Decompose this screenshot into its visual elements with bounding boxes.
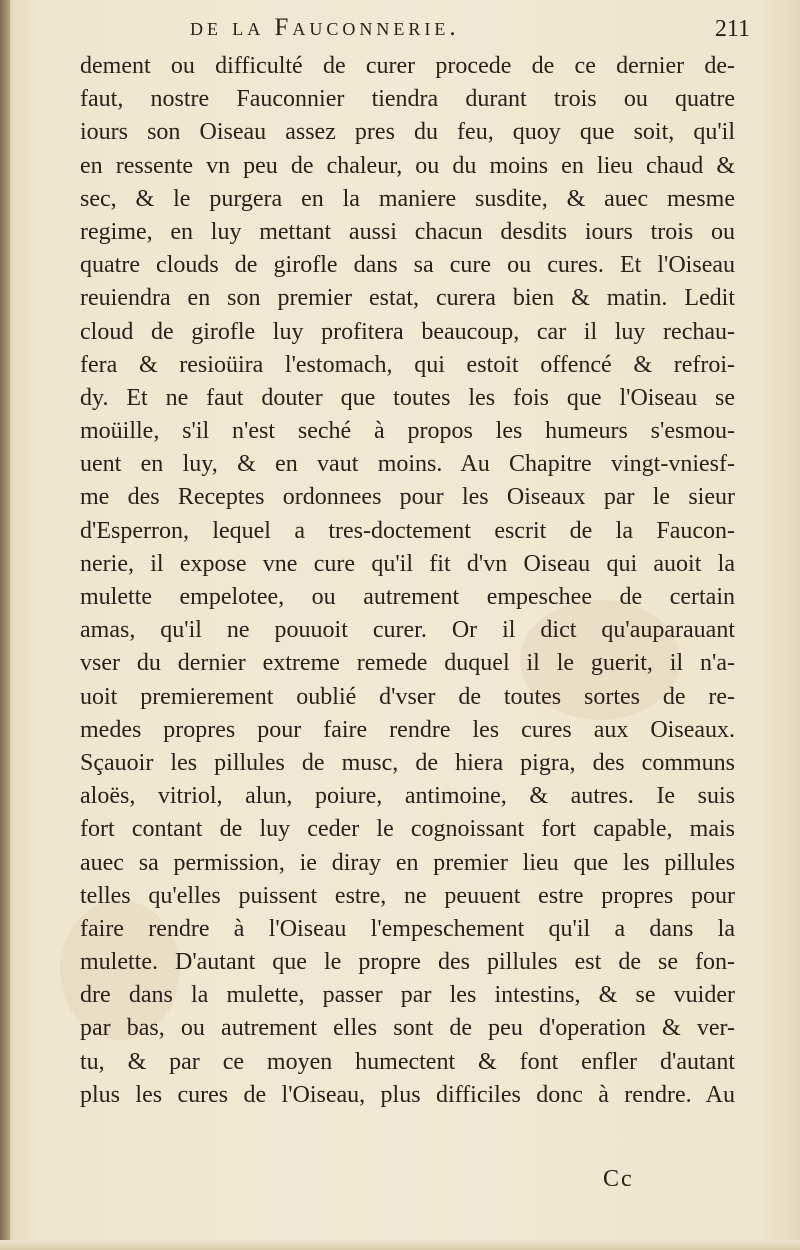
- body-text: [80, 50, 735, 1112]
- text-line: mulette empelotee, ou autrement empeschee de certain: [80, 584, 735, 610]
- text-line: dement ou difficulté de curer procede de ce dernier de-: [80, 53, 735, 79]
- text-line: par bas, ou autrement elles sont de peu d'operation & ver-: [80, 1015, 735, 1042]
- page-bottom-edge: [0, 1240, 800, 1250]
- text-line: faire rendre à l'Oiseau l'empeschement qu'il a dans la: [80, 915, 735, 942]
- page-header: [190, 14, 750, 46]
- text-line: medes propres pour faire rendre les cures aux Oiseaux.: [80, 716, 735, 743]
- text-line: me des Receptes ordonnees pour les Oiseaux par le sieur: [80, 484, 735, 511]
- text-line: reuiendra en son premier estat, curera bien & matin. Ledit: [80, 285, 735, 312]
- text-line: fort contant de luy ceder le cognoissant fort capable, mais: [80, 816, 735, 843]
- text-line: d'Esperron, lequel a tres-doctement escrit de la Faucon-: [80, 517, 735, 544]
- text-line: telles qu'elles puissent estre, ne peuuent estre propres pour: [80, 882, 735, 909]
- text-line: iours son Oiseau assez pres du feu, quoy que soit, qu'il: [80, 119, 735, 146]
- text-line: uoit premierement oublié d'vser de toutes sortes de re-: [80, 683, 735, 710]
- binding-edge: [0, 0, 10, 1250]
- text-line: regime, en luy mettant aussi chacun desdits iours trois ou: [80, 218, 735, 245]
- text-line: plus les cures de l'Oiseau, plus difficiles donc à rendre. Au: [80, 1081, 735, 1108]
- text-line: Sçauoir les pillules de musc, de hiera pigra, des communs: [80, 749, 735, 776]
- text-line: aloës, vitriol, alun, poiure, antimoine, & autres. Ie suis: [80, 783, 735, 810]
- text-line: auec sa permission, ie diray en premier lieu que les pillules: [80, 849, 735, 876]
- text-line: vser du dernier extreme remede duquel il le guerit, il n'a-: [80, 650, 735, 677]
- text-line: amas, qu'il ne pouuoit curer. Or il dict qu'auparauant: [80, 617, 735, 644]
- text-line: uent en luy, & en vaut moins. Au Chapitre vingt-vniesf-: [80, 451, 735, 478]
- text-line: mulette. D'autant que le propre des pillules est de se fon-: [80, 949, 735, 976]
- text-line: faut, nostre Fauconnier tiendra durant trois ou quatre: [80, 86, 735, 113]
- signature-mark: Cc: [603, 1166, 634, 1192]
- text-line: en ressente vn peu de chaleur, ou du moins en lieu chaud &: [80, 152, 735, 179]
- running-head: de la Fauconnerie.: [190, 14, 460, 41]
- text-line: dre dans la mulette, passer par les intestins, & se vuider: [80, 982, 735, 1009]
- text-line: sec, & le purgera en la maniere susdite, & auec mesme: [80, 185, 735, 212]
- text-line: tu, & par ce moyen humectent & font enfler d'autant: [80, 1048, 735, 1075]
- page-number: 211: [714, 16, 750, 42]
- text-line: nerie, il expose vne cure qu'il fit d'vn Oiseau qui auoit la: [80, 550, 735, 577]
- text-line: fera & resioüira l'estomach, qui estoit offencé & refroi-: [80, 351, 735, 378]
- text-line: dy. Et ne faut douter que toutes les fois que l'Oiseau se: [80, 384, 735, 411]
- text-line: moüille, s'il n'est seché à propos les humeurs s'esmou-: [80, 418, 735, 445]
- text-line: quatre clouds de girofle dans sa cure ou cures. Et l'Oiseau: [80, 252, 735, 279]
- text-line: cloud de girofle luy profitera beaucoup, car il luy rechau-: [80, 318, 735, 345]
